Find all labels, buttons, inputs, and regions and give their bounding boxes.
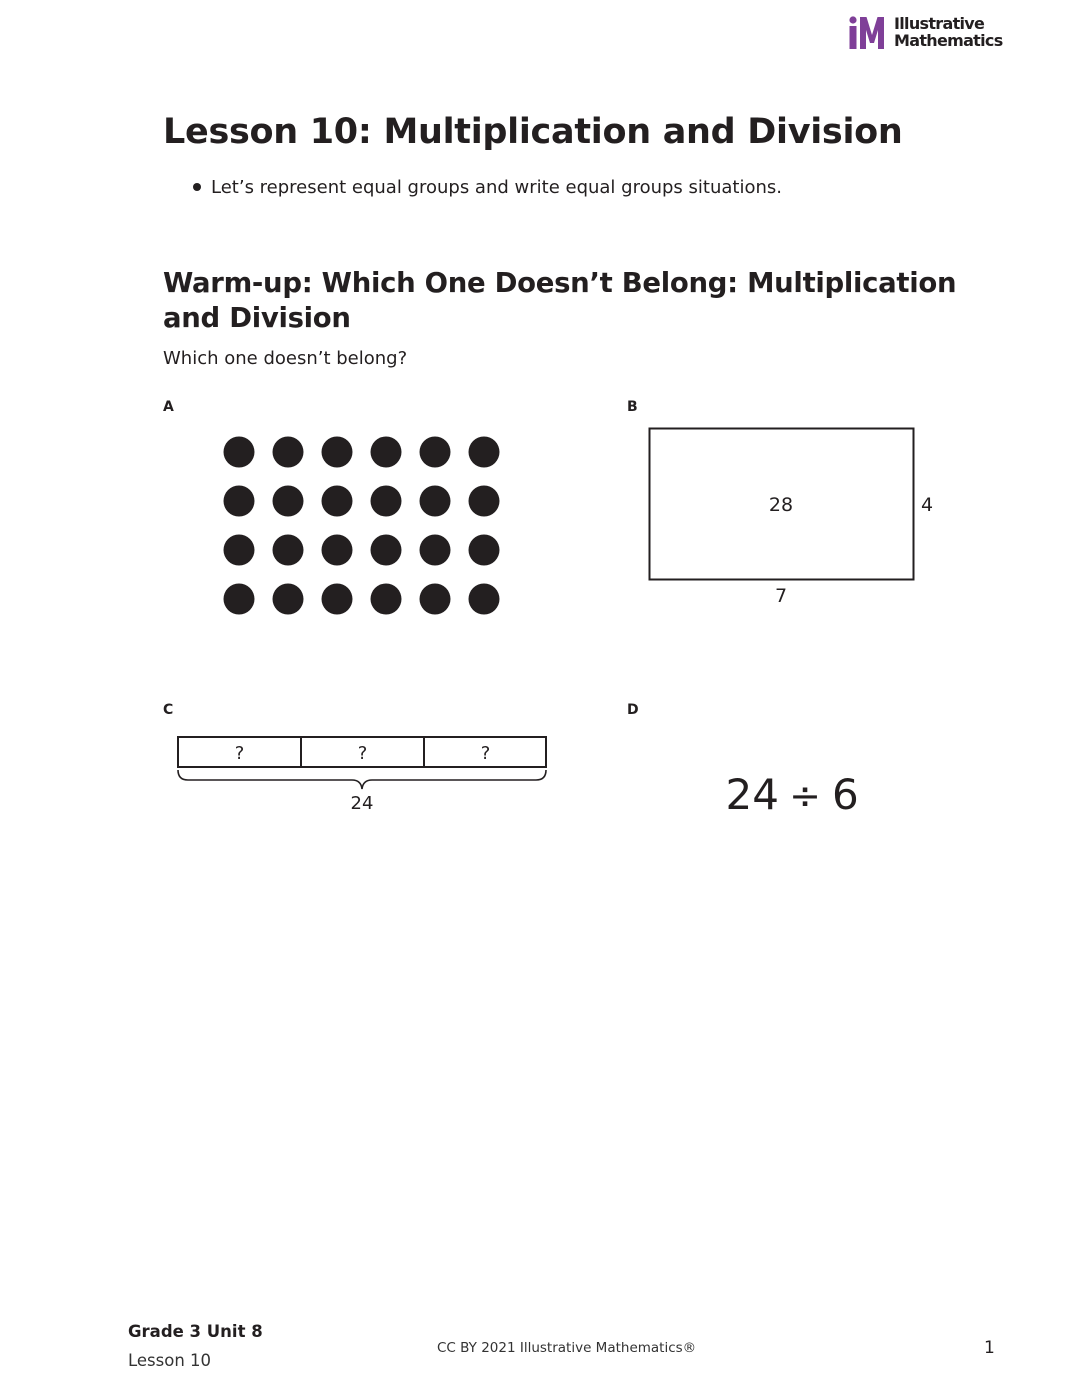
page-number: 1: [984, 1338, 995, 1358]
side-height-label: 4: [920, 494, 934, 516]
dot: [224, 584, 255, 615]
footer-grade-unit: Grade 3 Unit 8: [128, 1322, 263, 1341]
lesson-title: Lesson 10: Multiplication and Division: [163, 112, 903, 152]
dot: [420, 437, 451, 468]
division-expression: [720, 760, 880, 830]
dot: [273, 535, 304, 566]
logo-wordmark: [894, 15, 1003, 49]
panel-d-label: D: [627, 702, 639, 718]
tape-part-2: ?: [357, 743, 368, 764]
dot: [322, 584, 353, 615]
dot: [371, 584, 402, 615]
footer-copyright: CC BY 2021 Illustrative Mathematics®: [437, 1340, 697, 1356]
tape-diagram-figure: [170, 730, 560, 820]
dot: [420, 486, 451, 517]
dot: [469, 486, 500, 517]
brace-icon: [178, 770, 546, 789]
dot: [273, 584, 304, 615]
dot: [469, 584, 500, 615]
dot: [322, 486, 353, 517]
dot: [224, 486, 255, 517]
division-operator: ÷: [789, 774, 821, 818]
dot: [469, 535, 500, 566]
footer-lesson: Lesson 10: [128, 1351, 212, 1370]
dot: [371, 535, 402, 566]
tape-part-1: ?: [234, 743, 245, 764]
panel-c-label: C: [163, 702, 174, 718]
objective-text: Let’s represent equal groups and write equal groups situations.: [211, 177, 782, 198]
warmup-heading: Warm-up: Which One Doesn’t Belong: Multiplication and Division: [163, 267, 957, 334]
illustrative-mathematics-logo: [848, 14, 1008, 54]
bullet-icon: [193, 183, 201, 191]
tape-part-3: ?: [480, 743, 491, 764]
tape-total: 24: [350, 793, 374, 814]
dot: [469, 437, 500, 468]
logo-line-1: Illustrative: [894, 14, 985, 33]
logo-line-2: Mathematics: [894, 31, 1003, 50]
dot: [371, 486, 402, 517]
warmup-prompt: Which one doesn’t belong?: [163, 348, 408, 369]
dot: [371, 437, 402, 468]
dot: [322, 535, 353, 566]
panel-b-label: B: [627, 399, 638, 415]
side-width-label: 7: [774, 585, 788, 607]
dot: [420, 584, 451, 615]
dot: [224, 437, 255, 468]
dot: [420, 535, 451, 566]
dot-array-figure: [210, 430, 520, 630]
dot: [273, 486, 304, 517]
area-value: 28: [768, 494, 794, 516]
im-logo-mark-icon: [848, 16, 888, 50]
dividend: 24: [725, 770, 779, 819]
panel-a-label: A: [163, 399, 174, 415]
dot: [322, 437, 353, 468]
dot: [224, 535, 255, 566]
divisor: 6: [832, 770, 859, 819]
dot: [273, 437, 304, 468]
area-rectangle-figure: [640, 420, 960, 620]
